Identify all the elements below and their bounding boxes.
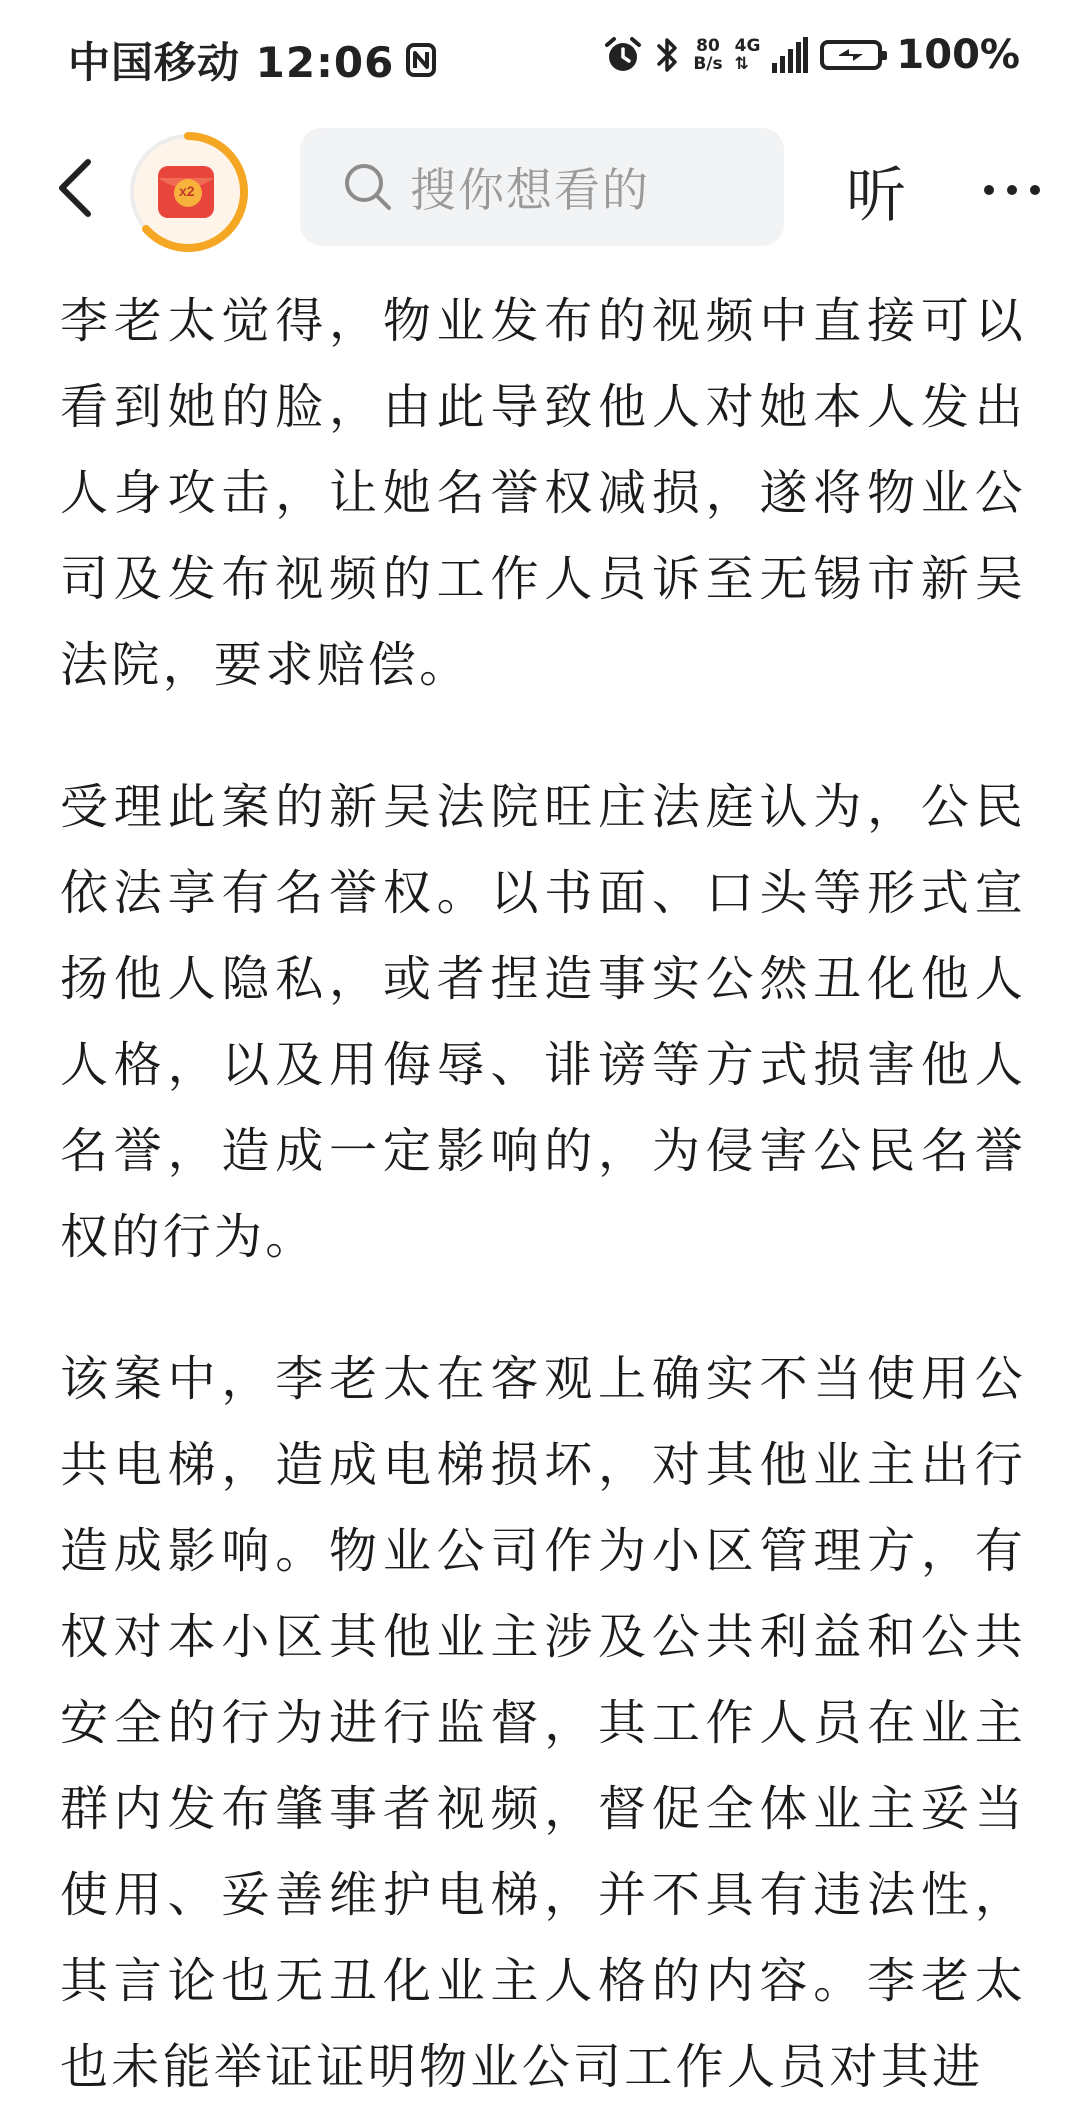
more-dot-icon <box>1030 185 1040 195</box>
net-speed-value: 80 <box>696 36 720 56</box>
nfc-icon <box>406 43 436 77</box>
reward-avatar[interactable] <box>126 130 250 254</box>
avatar-badge: x2 <box>179 183 195 199</box>
search-icon <box>340 159 396 215</box>
charging-bolt-icon <box>837 47 865 63</box>
article-paragraph: 该案中，李老太在客观上确实不当使用公共电梯，造成电梯损坏，对其他业主出行造成影响。物业公司作为小区管理方，有权对本小区其他业主涉及公共利益和公共安全的行为进行监督，其工作人员在业主群内发布肇事者视频，督促全体业主妥当使用、妥善维护电梯，并不具有违法性，其言论也无丑化业主人格的内容。李老太也未能举证证明物业公司工作人员对其进 <box>60 1351 1026 2095</box>
battery-icon <box>820 40 882 70</box>
net-speed-unit: B/s <box>693 54 723 74</box>
more-dot-icon <box>1007 185 1017 195</box>
top-nav-bar <box>0 120 1080 270</box>
article-body <box>60 278 1026 2106</box>
battery-percent: 100% <box>896 32 1020 78</box>
status-left <box>68 30 436 90</box>
signal-icon <box>772 37 808 73</box>
network-type <box>735 37 761 73</box>
net-speed <box>693 37 722 73</box>
alarm-icon <box>603 35 643 75</box>
bluetooth-icon <box>655 35 681 75</box>
more-options-button[interactable] <box>962 150 1062 230</box>
status-bar <box>0 0 1080 120</box>
status-right <box>603 32 1020 78</box>
more-dot-icon <box>984 185 994 195</box>
article-paragraph: 受理此案的新吴法院旺庄法庭认为，公民依法享有名誉权。以书面、口头等形式宣扬他人隐私，或者捏造事实公然丑化他人人格，以及用侮辱、诽谤等方式损害他人名誉，造成一定影响的，为侵害公民名誉权的行为。 <box>60 779 1026 1265</box>
carrier-time: 中国移动 12:06 <box>68 38 395 87</box>
network-arrows-icon: ⇅ <box>734 54 749 74</box>
back-button[interactable] <box>48 148 108 228</box>
search-placeholder: 搜你想看的 <box>410 163 650 217</box>
listen-button[interactable]: 听 <box>846 161 906 231</box>
article-paragraph: 李老太觉得，物业发布的视频中直接可以看到她的脸，由此导致他人对她本人发出人身攻击，让她名誉权减损，遂将物业公司及发布视频的工作人员诉至无锡市新吴法院，要求赔偿。 <box>60 293 1026 693</box>
search-input[interactable] <box>300 128 784 246</box>
network-type-label: 4G <box>734 36 761 56</box>
